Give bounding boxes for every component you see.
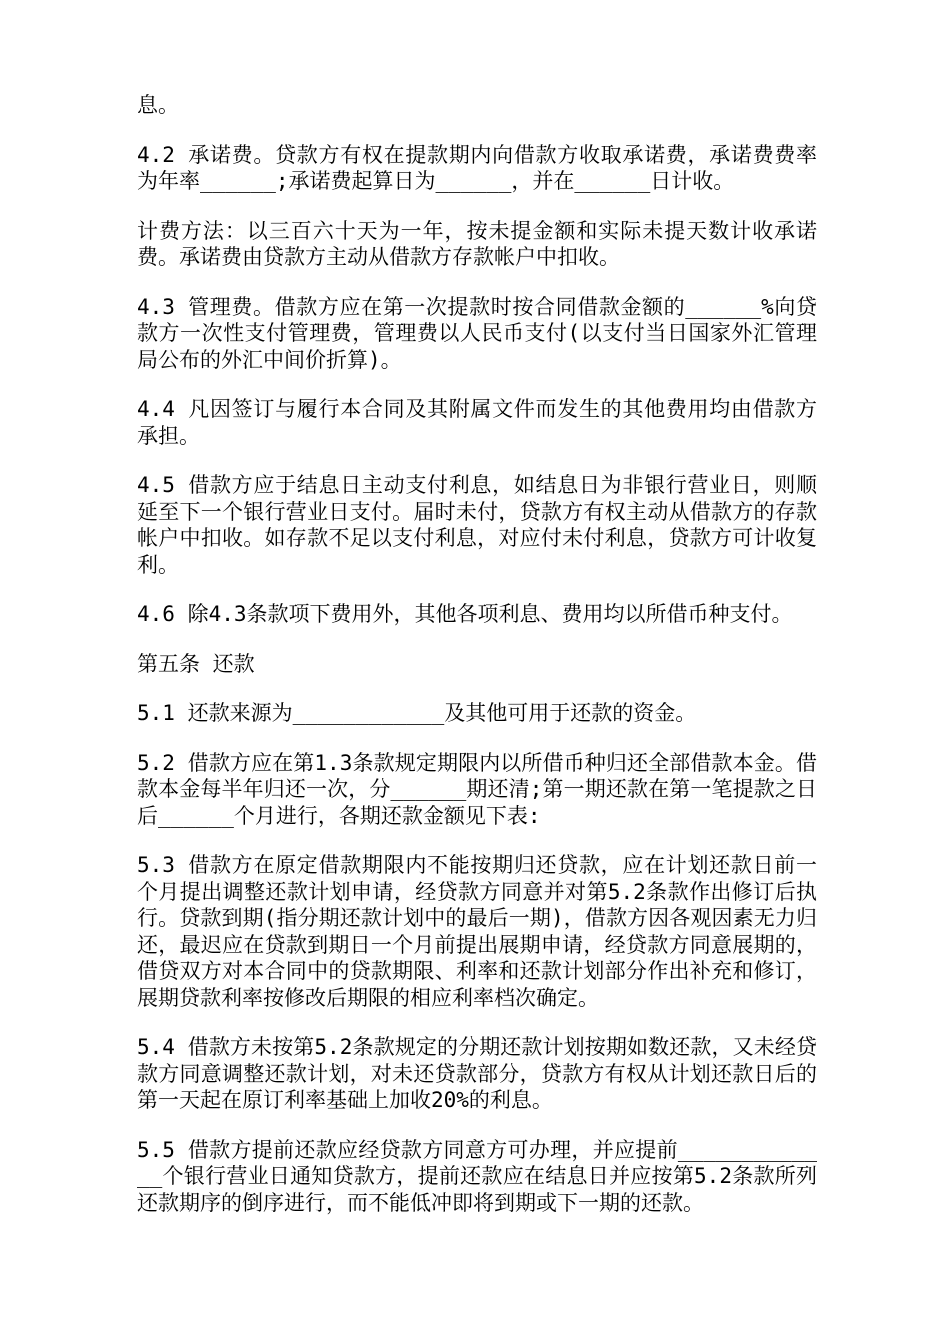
paragraph-4-5-interest-payment: 4.5 借款方应于结息日主动支付利息，如结息日为非银行营业日，则顺延至下一个银行营业日支付。届时未付，贷款方有权主动从借款方的存款帐户中扣收。如存款不足以支付利息，对应付未付利息，贷款方可计收复利。 <box>137 473 817 577</box>
paragraph-interest-end: 息。 <box>137 93 179 117</box>
paragraph-5-1-repayment-source: 5.1 还款来源为____________及其他可用于还款的资金。 <box>137 701 697 725</box>
section-heading-article-5: 第五条 还款 <box>137 651 255 676</box>
paragraph-5-3-extension: 5.3 借款方在原定借款期限内不能按期归还贷款，应在计划还款日前一个月提出调整还款计划申请，经贷款方同意并对第5.2条款作出修订后执行。贷款到期(指分期还款计划中的最后一期)，借款方因各观因素无力归还，最迟应在贷款到期日一个月前提出展期申请，经贷款方同意展期的，借贷双方对本合同中的贷款期限、利率和还款计划部分作出补充和修订，展期贷款利率按修改后期限的相应利率档次确定。 <box>137 853 817 1010</box>
paragraph-4-6-currency: 4.6 除4.3条款项下费用外，其他各项利息、费用均以所借币种支付。 <box>137 602 793 626</box>
paragraph-5-4-late-penalty: 5.4 借款方未按第5.2条款规定的分期还款计划按期如数还款，又未经贷款方同意调整还款计划，对未还贷款部分，贷款方有权从计划还款日后的第一天起在原订利率基础上加收20%的利息。 <box>137 1035 817 1112</box>
paragraph-4-2-commitment-fee: 4.2 承诺费。贷款方有权在提款期内向借款方收取承诺费，承诺费费率为年率______;承诺费起算日为______，并在______日计收。 <box>137 142 817 193</box>
paragraph-4-4-other-fees: 4.4 凡因签订与履行本合同及其附属文件而发生的其他费用均由借款方承担。 <box>137 397 817 448</box>
paragraph-5-2-repayment-schedule: 5.2 借款方应在第1.3条款规定期限内以所借币种归还全部借款本金。借款本金每半年归还一次，分______期还清;第一期还款在第一笔提款之日后______个月进行，各期还款金额见下表: <box>137 750 817 828</box>
paragraph-fee-calculation: 计费方法：以三百六十天为一年，按未提金额和实际未提天数计收承诺费。承诺费由贷款方主动从借款方存款帐户中扣收。 <box>137 218 817 269</box>
paragraph-5-5-early-repayment: 5.5 借款方提前还款应经贷款方同意方可办理，并应提前_____________个银行营业日通知贷款方，提前还款应在结息日并应按第5.2条款所列还款期序的倒序进行，而不能低冲即将到期或下一期的还款。 <box>137 1137 817 1215</box>
paragraph-4-3-management-fee: 4.3 管理费。借款方应在第一次提款时按合同借款金额的______%向贷款方一次性支付管理费，管理费以人民币支付(以支付当日国家外汇管理局公布的外汇中间价折算)。 <box>137 294 817 372</box>
document-page <box>137 92 817 1239</box>
